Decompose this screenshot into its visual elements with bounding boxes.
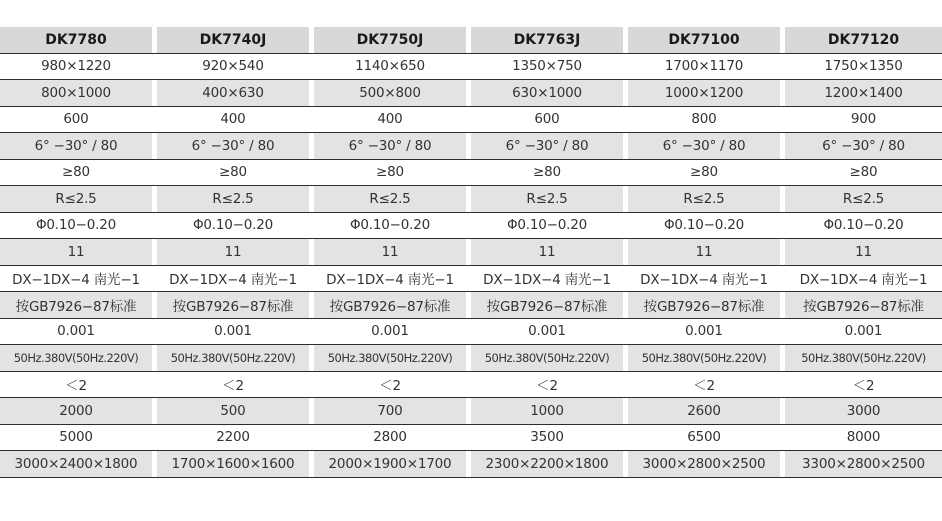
table-cell: 6° −30° / 80 bbox=[314, 133, 471, 159]
table-header-row bbox=[0, 27, 942, 54]
table-cell: 2200 bbox=[157, 425, 314, 451]
table-cell: 700 bbox=[314, 398, 471, 424]
table-cell: R≤2.5 bbox=[471, 186, 628, 212]
table-cell: 按GB7926−87标准 bbox=[0, 292, 157, 318]
table-cell: ＜2 bbox=[157, 372, 314, 398]
column-header: DK7750J bbox=[314, 27, 471, 53]
table-cell: ≥80 bbox=[157, 160, 314, 186]
table-cell: ＜2 bbox=[852, 378, 875, 395]
column-header: DK77100 bbox=[628, 27, 785, 53]
table-cell: 3000 bbox=[846, 402, 881, 419]
table-cell: 50Hz.380V(50Hz.220V) bbox=[157, 345, 314, 371]
table-row bbox=[0, 80, 942, 107]
table-row bbox=[0, 372, 942, 399]
table-row bbox=[0, 239, 942, 266]
table-cell: 630×1000 bbox=[471, 80, 628, 106]
table-cell: 1000 bbox=[471, 398, 628, 424]
table-cell: Φ0.10−0.20 bbox=[628, 213, 785, 239]
table-cell: 50Hz.380V(50Hz.220V) bbox=[0, 345, 157, 371]
table-cell: Φ0.10−0.20 bbox=[314, 213, 471, 239]
table-row bbox=[0, 425, 942, 452]
table-cell: 400 bbox=[157, 107, 314, 133]
table-cell: 2800 bbox=[314, 425, 471, 451]
table-cell: DX−1DX−4 南光−1 bbox=[799, 272, 928, 289]
table-cell: Φ0.10−0.20 bbox=[471, 213, 628, 239]
table-cell: Φ0.10−0.20 bbox=[157, 213, 314, 239]
table-cell: 920×540 bbox=[157, 54, 314, 80]
table-cell: 11 bbox=[0, 239, 157, 265]
table-cell: R≤2.5 bbox=[157, 186, 314, 212]
table-row bbox=[0, 186, 942, 213]
table-row bbox=[0, 213, 942, 240]
table-cell: 50Hz.380V(50Hz.220V) bbox=[471, 345, 628, 371]
table-cell: DX−1DX−4 南光−1 bbox=[314, 266, 471, 292]
table-cell: 5000 bbox=[0, 425, 157, 451]
table-cell: ＜2 bbox=[314, 372, 471, 398]
table-cell: 1350×750 bbox=[471, 54, 628, 80]
table-row bbox=[0, 451, 942, 478]
spec-table bbox=[0, 27, 942, 478]
table-cell: DX−1DX−4 南光−1 bbox=[157, 266, 314, 292]
table-cell: 0.001 bbox=[844, 323, 883, 340]
table-cell: 11 bbox=[314, 239, 471, 265]
table-cell: 1750×1350 bbox=[824, 58, 903, 75]
table-cell: 8000 bbox=[846, 429, 881, 446]
table-cell: 0.001 bbox=[157, 319, 314, 345]
table-row bbox=[0, 107, 942, 134]
table-cell: 按GB7926−87标准 bbox=[314, 292, 471, 318]
table-row bbox=[0, 54, 942, 81]
table-cell: 0.001 bbox=[471, 319, 628, 345]
table-cell: 2000 bbox=[0, 398, 157, 424]
table-cell: 50Hz.380V(50Hz.220V) bbox=[314, 345, 471, 371]
table-cell: DX−1DX−4 南光−1 bbox=[0, 266, 157, 292]
table-cell: 11 bbox=[157, 239, 314, 265]
table-cell: 50Hz.380V(50Hz.220V) bbox=[628, 345, 785, 371]
table-cell: 50Hz.380V(50Hz.220V) bbox=[801, 350, 926, 365]
table-cell: 6° −30° / 80 bbox=[471, 133, 628, 159]
table-row bbox=[0, 133, 942, 160]
table-cell: 3000×2800×2500 bbox=[628, 451, 785, 477]
table-cell: 1000×1200 bbox=[628, 80, 785, 106]
table-cell: 按GB7926−87标准 bbox=[803, 298, 924, 315]
table-cell: 0.001 bbox=[0, 319, 157, 345]
table-cell: 11 bbox=[471, 239, 628, 265]
table-cell: 980×1220 bbox=[0, 54, 157, 80]
table-row bbox=[0, 160, 942, 187]
table-cell: R≤2.5 bbox=[314, 186, 471, 212]
table-cell: 400 bbox=[314, 107, 471, 133]
table-cell: R≤2.5 bbox=[628, 186, 785, 212]
table-cell: 500×800 bbox=[314, 80, 471, 106]
table-row bbox=[0, 266, 942, 293]
table-cell: DX−1DX−4 南光−1 bbox=[628, 266, 785, 292]
table-cell: 6° −30° / 80 bbox=[0, 133, 157, 159]
table-cell: 0.001 bbox=[628, 319, 785, 345]
table-cell: 500 bbox=[157, 398, 314, 424]
table-cell: 800×1000 bbox=[0, 80, 157, 106]
table-row bbox=[0, 398, 942, 425]
table-cell: 1200×1400 bbox=[824, 84, 903, 101]
column-header: DK7740J bbox=[157, 27, 314, 53]
table-cell: 600 bbox=[0, 107, 157, 133]
table-cell: ≥80 bbox=[628, 160, 785, 186]
table-cell: ＜2 bbox=[471, 372, 628, 398]
table-cell: 1700×1600×1600 bbox=[157, 451, 314, 477]
table-cell: 400×630 bbox=[157, 80, 314, 106]
column-header: DK77120 bbox=[827, 31, 900, 48]
table-cell: 按GB7926−87标准 bbox=[471, 292, 628, 318]
table-row bbox=[0, 292, 942, 319]
table-cell: 6° −30° / 80 bbox=[628, 133, 785, 159]
table-cell: R≤2.5 bbox=[0, 186, 157, 212]
table-cell: 6° −30° / 80 bbox=[157, 133, 314, 159]
table-cell: 按GB7926−87标准 bbox=[628, 292, 785, 318]
table-cell: 1700×1170 bbox=[628, 54, 785, 80]
table-cell: 2300×2200×1800 bbox=[471, 451, 628, 477]
table-cell: ≥80 bbox=[314, 160, 471, 186]
table-cell: 2600 bbox=[628, 398, 785, 424]
table-cell: Φ0.10−0.20 bbox=[0, 213, 157, 239]
table-row bbox=[0, 345, 942, 372]
table-cell: ＜2 bbox=[628, 372, 785, 398]
table-cell: ≥80 bbox=[471, 160, 628, 186]
table-cell: ≥80 bbox=[849, 164, 878, 181]
table-cell: 3300×2800×2500 bbox=[802, 455, 925, 472]
table-cell: 900 bbox=[850, 111, 877, 128]
table-cell: 2000×1900×1700 bbox=[314, 451, 471, 477]
table-cell: 3500 bbox=[471, 425, 628, 451]
table-cell: 6° −30° / 80 bbox=[822, 137, 905, 154]
table-cell: 11 bbox=[628, 239, 785, 265]
column-header: DK7780 bbox=[0, 27, 157, 53]
column-header: DK7763J bbox=[471, 27, 628, 53]
table-cell: 1140×650 bbox=[314, 54, 471, 80]
table-row bbox=[0, 319, 942, 346]
table-cell: 3000×2400×1800 bbox=[0, 451, 157, 477]
table-cell: Φ0.10−0.20 bbox=[823, 217, 904, 234]
table-cell: ＜2 bbox=[0, 372, 157, 398]
table-cell: 6500 bbox=[628, 425, 785, 451]
table-cell: 600 bbox=[471, 107, 628, 133]
table-cell: ≥80 bbox=[0, 160, 157, 186]
table-cell: DX−1DX−4 南光−1 bbox=[471, 266, 628, 292]
table-cell: 按GB7926−87标准 bbox=[157, 292, 314, 318]
table-cell: 11 bbox=[855, 243, 872, 260]
table-cell: 800 bbox=[628, 107, 785, 133]
table-cell: 0.001 bbox=[314, 319, 471, 345]
table-body bbox=[0, 54, 942, 478]
table-cell: R≤2.5 bbox=[842, 190, 885, 207]
